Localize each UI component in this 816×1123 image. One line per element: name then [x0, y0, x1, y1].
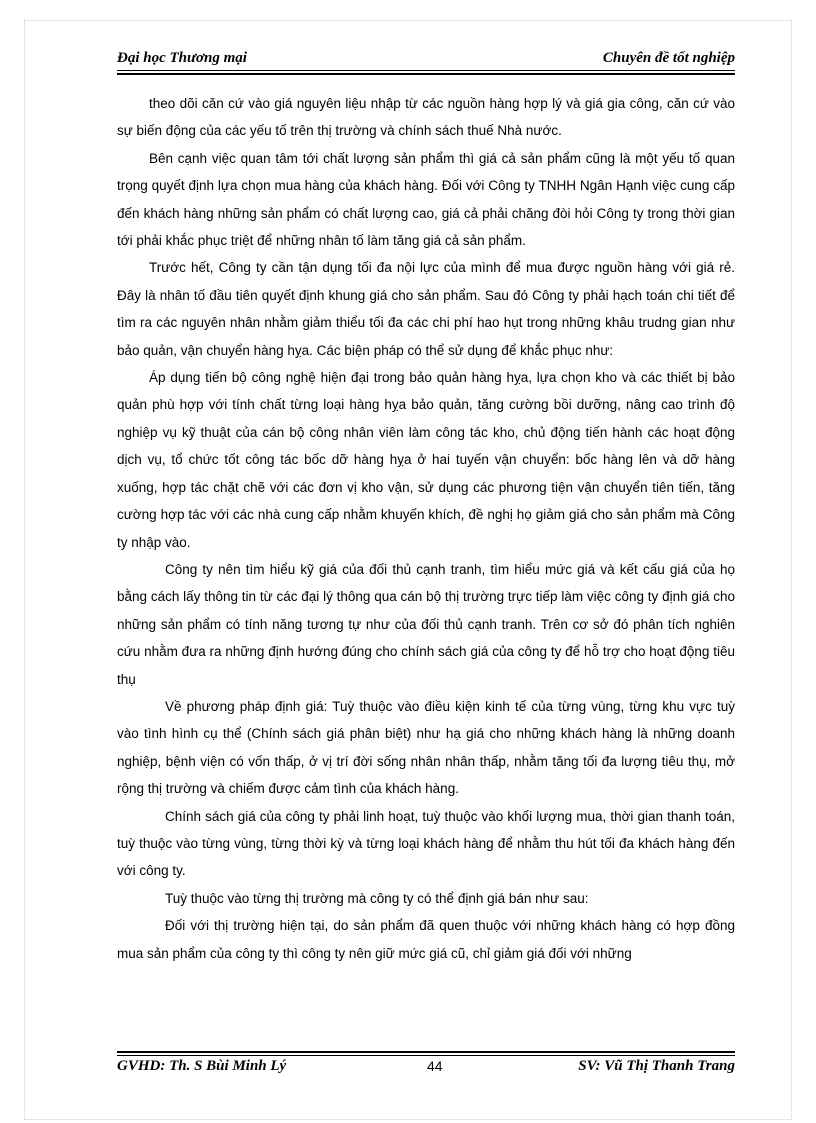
paragraph: Trước hết, Công ty cần tận dụng tối đa nội lực của mình để mua được nguồn hàng với giá rẻ. Đây là nhân tố đầu tiên quyết định khung giá cho sản phẩm. Sau đó Công ty phải hạch toán chi tiết để tìm ra các nguyên nhân nhằm giảm thiểu tối đa các chi phí hao hụt trong những khâu trudng gian như bảo quản, vận chuyển hàng hỵa. Các biện pháp có thể sử dụng để khắc phục như:	[117, 260, 735, 358]
paragraph: theo dõi căn cứ vào giá nguyên liệu nhập từ các nguồn hàng hợp lý và giá gia công, căn cứ vào sự biến động của các yếu tố trên thị trường và chính sách thuế Nhà nước.	[117, 96, 735, 139]
page-header	[117, 48, 735, 70]
header-doc-type: Chuyên đề tốt nghiệp	[602, 50, 735, 66]
paragraph: Chính sách giá của công ty phải linh hoạt, tuỳ thuộc vào khối lượng mua, thời gian thanh toán, tuỳ thuộc vào từng vùng, từng thời kỳ và từng loại khách hàng để nhằm thu hút tối đa khách hàng đến với công ty.	[117, 808, 735, 879]
paragraph: Đối với thị trường hiện tại, do sản phẩm đã quen thuộc với những khách hàng có hợp đồng mua sản phẩm của công ty thì công ty nên giữ mức giá cũ, chỉ giảm giá đối với những	[117, 918, 735, 961]
paragraph: Công ty nên tìm hiểu kỹ giá của đối thủ cạnh tranh, tìm hiểu mức giá và kết cấu giá của họ bằng cách lấy thông tin từ các đại lý thông qua cán bộ thị trường trực tiếp làm việc công ty định giá cho những sản phẩm có tính năng tương tự như của đối thủ cạnh tranh. Trên cơ sở đó phân tích nghiên cứu nhằm đưa ra những định hướng đúng cho chính sách giá của công ty để hỗ trợ cho hoạt động tiêu thụ	[117, 561, 735, 687]
page-footer	[117, 1058, 735, 1080]
header-rule-thick	[117, 73, 735, 75]
paragraph: Tuỳ thuộc vào từng thị trường mà công ty có thể định giá bán như sau:	[165, 890, 589, 906]
paragraph: Về phương pháp định giá: Tuỳ thuộc vào điều kiện kinh tế của từng vùng, từng khu vực tuỳ vào tình hình cụ thể (Chính sách giá phân biệt) như hạ giá cho những khách hàng là những doanh nghiệp, bệnh viện có vốn thấp, ở vị trí đời sống nhân nhân thấp, nhằm tăng tối đa lượng tiêu thụ, mở rộng thị trường và chiếm được cảm tình của khách hàng.	[117, 698, 735, 797]
paragraph: Áp dụng tiến bộ công nghệ hiện đại trong bảo quản hàng hỵa, lựa chọn kho và các thiết bị bảo quản phù hợp với tính chất từng loại hàng hỵa bảo quản, tăng cường bồi dưỡng, nâng cao trình độ nghiệp vụ kỹ thuật của cán bộ công nhân viên làm công tác kho, chủ động tiến hành các hoạt động dịch vụ, tổ chức tốt công tác bốc dỡ hàng hỵa ở hai tuyến vận chuyển: bốc hàng lên và dỡ hàng xuống, hợp tác chặt chẽ với các đơn vị kho vận, sử dụng các phương tiện vận chuyển tiên tiến, tăng cường hợp tác với các nhà cung cấp nhằm khuyến khích, đề nghị họ giảm giá cho sản phẩm mà Công ty nhập vào.	[117, 370, 735, 550]
footer-rule-thick	[117, 1051, 735, 1053]
body-text	[117, 90, 735, 967]
footer-rule	[117, 1055, 735, 1056]
page-number: 44	[427, 1058, 443, 1074]
header-rule	[117, 70, 735, 71]
footer-student: SV: Vũ Thị Thanh Trang	[578, 1058, 735, 1074]
paragraph: Bên cạnh việc quan tâm tới chất lượng sản phẩm thì giá cả sản phẩm cũng là một yếu tố quan trọng quyết định lựa chọn mua hàng của khách hàng. Đối với Công ty TNHH Ngân Hạnh việc cung cấp đến khách hàng những sản phẩm có chất lượng cao, giá cả phải chăng đòi hỏi Công ty trong thời gian tới phải khắc phục triệt để những nhân tố làm tăng giá cả sản phẩm.	[117, 150, 735, 249]
header-university: Đại học Thương mại	[117, 50, 247, 66]
footer-supervisor: GVHD: Th. S Bùi Minh Lý	[117, 1058, 287, 1074]
